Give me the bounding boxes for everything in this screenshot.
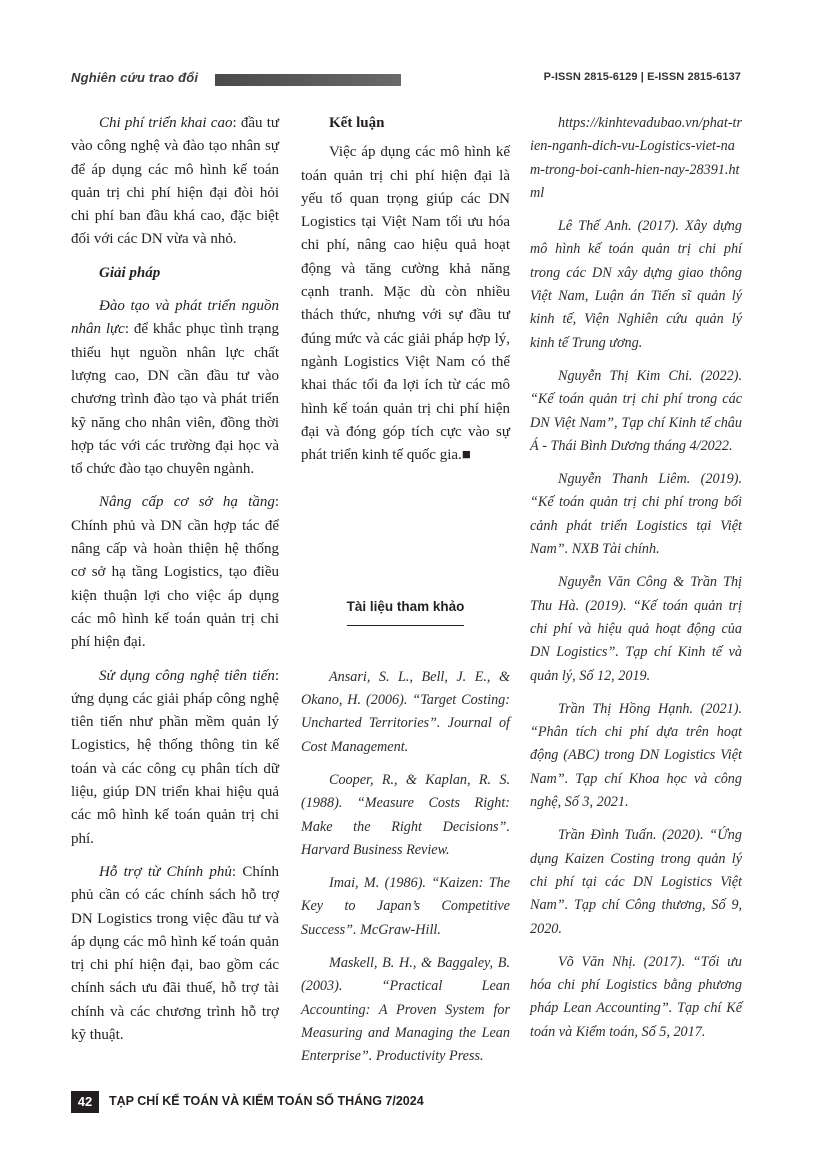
term-infrastructure: Nâng cấp cơ sở hạ tầng (99, 494, 275, 511)
journal-title: TẠP CHÍ KẾ TOÁN VÀ KIỂM TOÁN SỐ THÁNG 7/2024 (109, 1094, 424, 1108)
reference-item: Lê Thế Anh. (2017). Xây dựng mô hình kế toán quản trị chi phí trong các DN xây dựng giao thông Việt Nam, Luận án Tiến sĩ quản lý kinh tế, Viện Nghiên cứu quản lý kinh tế Trung ương. (530, 218, 742, 351)
term-high-cost: Chi phí triển khai cao (99, 115, 233, 131)
column-1 (71, 112, 279, 1057)
solutions-heading: Giải pháp (99, 264, 161, 281)
references-title: Tài liệu tham khảo (347, 595, 465, 625)
conclusion-text: Việc áp dụng các mô hình kế toán quản trị chi phí hiện đại là yếu tố quan trọng giúp các DN Logistics tại Việt Nam tối ưu hóa chi phí, nâng cao hiệu quả hoạt động và tăng cường khả năng cạnh tranh. Mặc dù còn nhiều thách thức, nhưng với sự đầu tư đúng mức và các giải pháp hợp lý, ngành Logistics Việt Nam có thể khai thác tối đa lợi ích từ các mô hình kế toán quản trị chi phí hiện đại và đóng góp tích cực vào sự phát triển kinh tế quốc gia. (301, 144, 510, 464)
paragraph-text: : Chính phủ cần có các chính sách hỗ trợ DN Logistics trong việc đầu tư và áp dụng các mô hình kế toán quản trị chi phí hiện đại, bao gồm các chính sách ưu đãi thuế, hỗ trợ tài chính và các chương trình hỗ trợ kỹ thuật. (71, 863, 279, 1043)
page-footer (71, 1091, 571, 1113)
reference-item: Nguyễn Thị Kim Chi. (2022). “Kế toán quản trị chi phí trong các DN Việt Nam”, Tạp chí Kinh tế châu Á - Thái Bình Dương tháng 4/2022. (530, 367, 742, 454)
paragraph-infrastructure (71, 491, 279, 654)
paragraph-text: : đầu tư vào công nghệ và đào tạo nhân sự để áp dụng các mô hình kế toán quản trị chi phí hiện đại đòi hỏi chi phí ban đầu khá cao, đặc biệt đối với các DN vừa và nhỏ. (71, 115, 279, 248)
reference-item: Cooper, R., & Kaplan, R. S. (1988). “Measure Costs Right: Make the Right Decisions”. Harvard Business Review. (301, 771, 510, 858)
paragraph-text: : ứng dụng các giải pháp công nghệ tiên tiến như phần mềm quản lý Logistics, hệ thống thông tin kế toán và các công cụ phân tích dữ liệu, giúp DN triển khai hiệu quả các mô hình kế toán quản trị chi phí. (71, 667, 279, 847)
reference-item: Ansari, S. L., Bell, J. E., & Okano, H. (2006). “Target Costing: Uncharted Territories”. Journal of Cost Management. (301, 668, 510, 755)
column-3 (530, 112, 742, 1054)
conclusion-paragraph (301, 141, 510, 467)
term-government: Hỗ trợ từ Chính phủ (99, 863, 232, 880)
reference-item: Nguyễn Thanh Liêm. (2019). “Kế toán quản trị chi phí trong bối cảnh phát triển Logistics tại Việt Nam”. NXB Tài chính. (530, 471, 742, 558)
reference-url[interactable]: https://kinhtevadubao.vn/phat-trien-nganh-dich-vu-Logistics-viet-nam-trong-boi-canh-hien-nay-28391.html (530, 115, 743, 201)
reference-item: Maskell, B. H., & Baggaley, B. (2003). “Practical Lean Accounting: A Proven System for Measuring and Managing the Lean Enterprise”. Productivity Press. (301, 955, 510, 1065)
paragraph-high-cost (71, 112, 279, 252)
page-number: 42 (71, 1091, 99, 1113)
paragraph-government (71, 861, 279, 1047)
reference-item: Trần Thị Hồng Hạnh. (2021). “Phân tích chi phí dựa trên hoạt động (ABC) trong DN Logistics Việt Nam”. Tạp chí Khoa học và công nghệ, Số 3, 2021. (530, 700, 742, 811)
reference-item: Trần Đình Tuấn. (2020). “Ứng dụng Kaizen Costing trong quản lý chi phí tại các DN Logistics Việt Nam”. Tạp chí Công thương, Số 9, 2020. (530, 827, 742, 937)
reference-item: Nguyễn Văn Công & Trần Thị Thu Hà. (2019). “Kế toán quản trị chi phí và hiệu quả hoạt động của DN Logistics”. Tạp chí Kinh tế và quản lý, Số 12, 2019. (530, 574, 742, 684)
reference-item: Imai, M. (1986). “Kaizen: The Key to Japan’s Competitive Success”. McGraw-Hill. (301, 875, 510, 938)
end-mark: ■ (461, 447, 471, 464)
paragraph-technology (71, 665, 279, 851)
page-header (71, 70, 741, 90)
term-technology: Sử dụng công nghệ tiên tiến (99, 667, 275, 684)
conclusion-heading: Kết luận (329, 115, 385, 131)
section-label: Nghiên cứu trao đổi (71, 70, 199, 85)
references-title-wrap (301, 595, 510, 625)
header-bar (215, 74, 401, 86)
paragraph-text: : để khắc phục tình trạng thiếu hụt nguồn nhân lực chất lượng cao, DN cần đầu tư vào chương trình đào tạo và phát triển kỹ năng cho nhân viên, đồng thời hợp tác với các trường đại học và tổ chức đào tạo chuyên ngành. (71, 321, 279, 478)
term-training: Đào tạo và phát triển nguồn nhân lực (71, 298, 279, 338)
paragraph-text: : Chính phủ và DN cần hợp tác để nâng cấp và hoàn thiện hệ thống cơ sở hạ tầng Logistics, tạo điều kiện thuận lợi cho việc áp dụng các mô hình kế toán quản trị chi phí hiện đại. (71, 494, 279, 651)
paragraph-training (71, 295, 279, 481)
issn-label: P-ISSN 2815-6129 | E-ISSN 2815-6137 (543, 71, 741, 83)
reference-item: Võ Văn Nhị. (2017). “Tối ưu hóa chi phí Logistics bằng phương pháp Lean Accounting”. Tạp chí Kế toán và Kiểm toán, Số 5, 2017. (530, 953, 742, 1040)
column-2 (301, 112, 510, 1079)
